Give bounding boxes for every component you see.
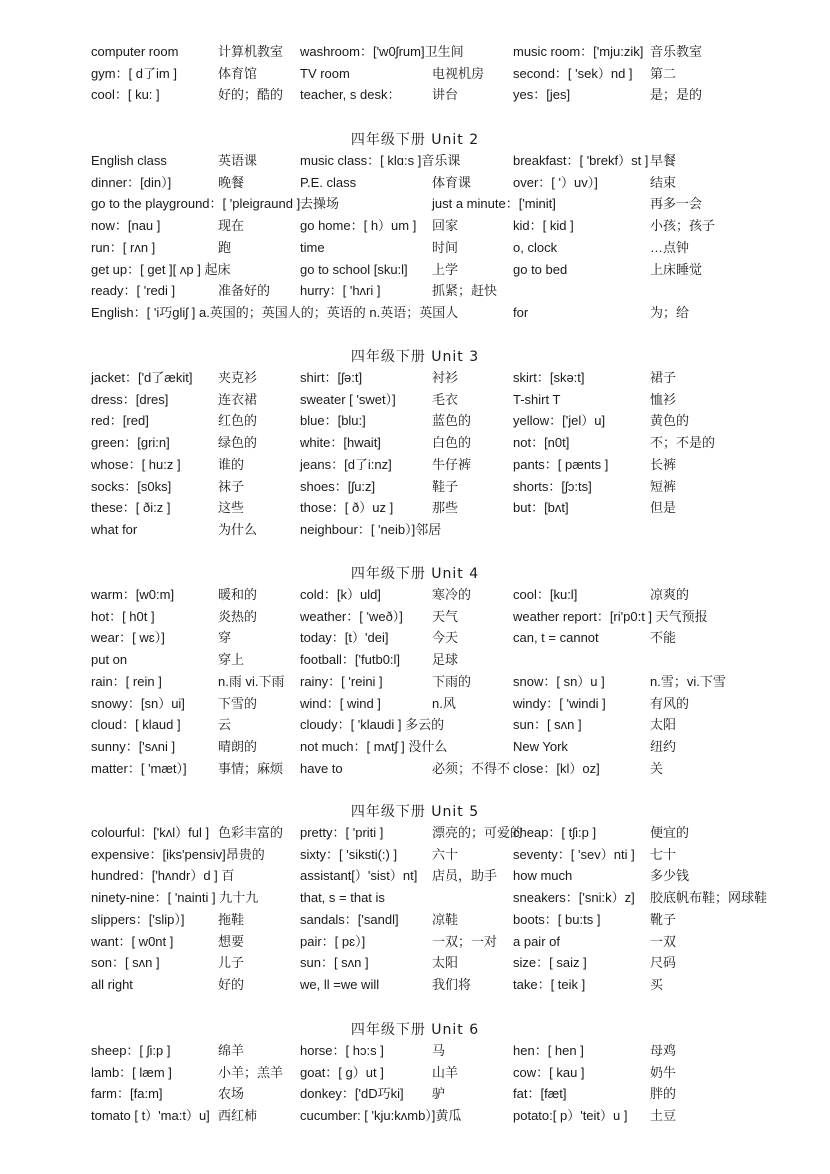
vocab-row (0, 585, 830, 605)
vocab-row (0, 455, 830, 475)
vocab-word: shirt：[ʃə:t] (300, 370, 363, 385)
vocab-meaning: 小孩；孩子 (650, 218, 716, 234)
vocab-word: New York (513, 738, 568, 754)
vocab-meaning: 抓紧；赶快 (432, 283, 498, 299)
vocab-word: music room：['mju:zik] (513, 44, 644, 59)
vocab-row (0, 823, 830, 843)
vocab-word: neighbour：[ 'neib）]邻居 (300, 521, 442, 537)
vocab-word: go to the playground：[ 'pleigraund ] (91, 196, 301, 212)
vocab-meaning: 靴子 (650, 911, 677, 927)
vocab-word: hundred：['hʌndr）d ] 百 (91, 868, 235, 884)
vocab-word: go home：[ h）um ] (300, 218, 417, 234)
vocab-row (0, 715, 830, 735)
vocab-word: horse：[ hɔ:s ] (300, 1043, 384, 1058)
vocab-word: weather report：[ri'p0:t ] 天气预报 (513, 608, 708, 624)
vocab-meaning: 一双；一对 (432, 933, 498, 949)
vocab-word: what for (91, 521, 138, 537)
vocab-word: rainy：[ 'reini ] (300, 673, 383, 689)
vocab-meaning: 便宜的 (650, 825, 690, 840)
vocab-word: but：[bʌt] (513, 500, 569, 516)
vocab-word: size：[ saiz ] (513, 955, 587, 971)
vocab-row (0, 910, 830, 930)
unit-heading: 四年级下册 Unit 2 (350, 132, 480, 148)
vocab-row (0, 64, 830, 84)
vocab-meaning: 凉爽的 (650, 587, 690, 602)
vocab-row (0, 607, 830, 627)
vocab-word: boots：[ bu:ts ] (513, 911, 601, 927)
vocab-meaning: 奶牛 (650, 1064, 677, 1080)
vocab-meaning: 跑 (218, 239, 232, 255)
vocab-meaning: 小羊；羔羊 (218, 1064, 284, 1080)
vocab-meaning: 连衣裙 (218, 391, 258, 407)
vocab-meaning: 纽约 (650, 738, 677, 754)
vocab-word: cheap：[ tʃi:p ] (513, 825, 597, 840)
vocab-row (0, 845, 830, 865)
vocab-word: weather：[ 'weð）] (300, 608, 403, 624)
vocab-row (0, 628, 830, 648)
vocab-word: breakfast：[ 'brekf）st ] (513, 153, 649, 168)
vocab-word: dinner：[din）] (91, 174, 172, 190)
vocab-word: all right (91, 976, 133, 992)
vocab-meaning: just a minute：['minit] (432, 196, 556, 212)
vocab-meaning: 再多一会 (650, 196, 703, 212)
vocab-meaning: 上学 (432, 261, 459, 277)
unit-heading: 四年级下册 Unit 6 (350, 1022, 480, 1038)
vocab-word: cold：[k）uld] (300, 587, 381, 602)
vocab-word: for (513, 304, 529, 320)
vocab-meaning: 音乐教室 (650, 44, 703, 59)
vocab-word: put on (91, 652, 128, 668)
vocab-meaning: 尺码 (650, 955, 677, 971)
vocab-word: football：['futb0:l] (300, 652, 401, 668)
vocab-row (0, 1106, 830, 1126)
vocab-row (0, 238, 830, 258)
vocab-meaning: 那些 (432, 500, 459, 516)
vocab-row (0, 477, 830, 497)
vocab-meaning: 有风的 (650, 695, 690, 711)
vocab-word: teacher, s desk： (300, 87, 401, 102)
vocab-meaning: 驴 (432, 1086, 446, 1102)
vocab-word: yes：[jes] (513, 87, 571, 102)
vocab-word: not much：[ mʌtʃ ] 没什么 (300, 738, 448, 754)
vocab-meaning: 晚餐 (218, 174, 245, 190)
vocab-row (0, 194, 830, 214)
vocab-row (0, 390, 830, 410)
vocab-word: go to school [sku:l] (300, 261, 408, 277)
vocab-word: sun：[ sʌn ] (300, 955, 369, 971)
vocab-meaning: 但是 (650, 500, 677, 516)
vocab-meaning: 衬衫 (432, 370, 459, 385)
vocab-word: TV room (300, 65, 350, 81)
vocab-word: shorts：[ʃɔ:ts] (513, 478, 592, 494)
vocab-word: expensive：[iks'pensiv]昂贵的 (91, 846, 265, 862)
vocab-word: whose：[ hu:z ] (91, 456, 181, 472)
vocab-word: jeans：[d了i:nz] (300, 456, 392, 472)
vocab-meaning: 为什么 (218, 521, 258, 537)
vocab-meaning: 山羊 (432, 1064, 459, 1080)
vocab-meaning: 炎热的 (218, 608, 258, 624)
vocab-word: sixty：[ 'siksti(:) ] (300, 846, 398, 862)
vocab-word: pants：[ pænts ] (513, 456, 609, 472)
unit-heading: 四年级下册 Unit 5 (350, 804, 480, 820)
vocab-word: pair：[ pɛ）] (300, 933, 366, 949)
vocab-row (0, 694, 830, 714)
vocab-word: cool：[ ku: ] (91, 87, 160, 102)
vocab-word: cloudy：[ 'klaudi ] 多云的 (300, 717, 445, 733)
vocab-meaning: 七十 (650, 846, 677, 862)
vocab-row (0, 1063, 830, 1083)
vocab-meaning: 太阳 (650, 717, 677, 733)
vocab-meaning: 红色的 (218, 413, 258, 429)
vocab-meaning: 这些 (218, 500, 245, 516)
vocab-meaning: 土豆 (650, 1108, 677, 1124)
vocab-word: washroom：['w0ʃrum]卫生间 (300, 44, 464, 59)
vocab-meaning: 讲台 (432, 87, 459, 102)
vocab-meaning: 回家 (432, 218, 459, 234)
vocab-meaning: 天气 (432, 608, 459, 624)
vocab-word: shoes：[ʃu:z] (300, 478, 376, 494)
vocab-word: wind：[ wind ] (300, 695, 381, 711)
vocab-word: seventy：[ 'sev）nti ] (513, 846, 635, 862)
vocab-word: sunny：['sʌni ] (91, 738, 176, 754)
vocab-word: we, ll =we will (300, 976, 380, 992)
vocab-meaning: 鞋子 (432, 478, 459, 494)
vocab-meaning: 毛衣 (432, 391, 459, 407)
vocab-word: green：[gri:n] (91, 435, 170, 451)
vocab-meaning: 一双 (650, 933, 677, 949)
vocab-word: English class (91, 153, 167, 168)
vocab-meaning: 牛仔裤 (432, 456, 472, 472)
unit-heading: 四年级下册 Unit 3 (350, 349, 480, 365)
vocab-word: sandals：['sandl] (300, 911, 399, 927)
vocab-word: yellow：['jel）u] (513, 413, 606, 429)
vocab-word: 去操场 (300, 196, 340, 212)
vocab-row (0, 216, 830, 236)
vocab-word: colourful：['kʌl）ful ] (91, 825, 210, 840)
vocab-word: snow：[ sn）u ] (513, 673, 605, 689)
vocab-meaning: 儿子 (218, 955, 245, 971)
vocab-word: snowy：[sn）ui] (91, 695, 185, 711)
vocab-word: rain：[ rein ] (91, 673, 162, 689)
vocab-word: blue：[blu:] (300, 413, 366, 429)
vocab-row (0, 932, 830, 952)
vocab-meaning: 袜子 (218, 478, 245, 494)
vocab-meaning: 第二 (650, 65, 677, 81)
vocab-meaning: 漂亮的；可爱的 (432, 825, 524, 840)
vocab-word: music class：[ klɑ:s ]音乐课 (300, 153, 461, 168)
vocab-word: sneakers：['sni:k）z] (513, 890, 635, 906)
vocab-meaning: 现在 (218, 218, 245, 234)
vocab-meaning: 晴朗的 (218, 738, 258, 754)
vocab-row (0, 737, 830, 757)
vocab-word: want：[ w0nt ] (91, 933, 174, 949)
vocab-meaning: 体育馆 (218, 65, 258, 81)
vocab-word: hot：[ h0t ] (91, 608, 155, 624)
vocab-meaning: 早餐 (650, 153, 677, 168)
vocab-word: sun：[ sʌn ] (513, 717, 582, 733)
vocab-word: o, clock (513, 239, 558, 255)
vocab-word: wear：[ wɛ）] (91, 630, 165, 646)
vocab-meaning: 黄色的 (650, 413, 690, 429)
vocab-meaning: 我们将 (432, 976, 472, 992)
vocab-word: warm：[w0:m] (91, 587, 175, 602)
vocab-row (0, 85, 830, 105)
vocab-word: get up：[ get ][ ʌp ] 起床 (91, 261, 231, 277)
vocab-meaning: 事情；麻烦 (218, 760, 284, 776)
vocab-word: tomato [ t）'ma:t）u] (91, 1108, 210, 1124)
vocab-word: fat：[fæt] (513, 1086, 567, 1102)
vocab-meaning: 夹克衫 (218, 370, 258, 385)
vocab-row (0, 1041, 830, 1061)
vocab-meaning: 拖鞋 (218, 911, 245, 927)
vocab-meaning: 白色的 (432, 435, 472, 451)
vocab-word: how much (513, 868, 573, 884)
vocab-meaning: 母鸡 (650, 1043, 677, 1058)
vocab-word: P.E. class (300, 174, 357, 190)
vocab-word: cow：[ kau ] (513, 1064, 585, 1080)
vocab-word: that, s = that is (300, 890, 385, 906)
vocab-word: red：[red] (91, 413, 149, 429)
vocab-meaning: 英语课 (218, 153, 258, 168)
vocab-word: gym：[ d了im ] (91, 65, 177, 81)
vocab-meaning: 想要 (218, 933, 245, 949)
vocab-row (0, 42, 830, 62)
vocab-row (0, 368, 830, 388)
vocab-word: time (300, 239, 325, 255)
vocab-meaning: 上床睡觉 (650, 261, 703, 277)
vocab-row (0, 260, 830, 280)
vocab-meaning: 下雨的 (432, 673, 472, 689)
vocab-meaning: 关 (650, 760, 664, 776)
vocab-row (0, 650, 830, 670)
vocab-row (0, 1084, 830, 1104)
vocab-row (0, 281, 830, 301)
vocab-word: son：[ sʌn ] (91, 955, 160, 971)
vocab-meaning: 穿 (218, 630, 232, 646)
vocab-row (0, 433, 830, 453)
vocab-meaning: 不能 (650, 630, 677, 646)
vocab-meaning: 寒冷的 (432, 587, 472, 602)
vocab-word: can, t = cannot (513, 630, 599, 646)
vocab-row (0, 173, 830, 193)
vocab-meaning: 结束 (650, 174, 677, 190)
vocab-word: cloud：[ klaud ] (91, 717, 181, 733)
vocab-meaning: 六十 (432, 846, 459, 862)
vocab-meaning: 蓝色的 (432, 413, 472, 429)
vocab-row (0, 866, 830, 886)
vocab-word: T-shirt T (513, 391, 561, 407)
vocab-meaning: 西红柿 (218, 1108, 258, 1124)
vocab-meaning: 云 (218, 717, 232, 733)
vocab-word: farm：[fa:m] (91, 1086, 163, 1102)
vocab-word: hen：[ hen ] (513, 1043, 584, 1058)
vocab-word: second：[ 'sek）nd ] (513, 65, 633, 81)
vocab-meaning: 胶底帆布鞋；网球鞋 (650, 890, 768, 906)
vocab-meaning: 短裤 (650, 478, 677, 494)
vocab-word: over：[ '）uv）] (513, 174, 598, 190)
vocab-meaning: n.风 (432, 695, 456, 711)
vocab-word: windy：[ 'windi ] (513, 695, 606, 711)
vocab-meaning: n.雨 vi.下雨 (218, 673, 285, 689)
vocab-word: have to (300, 760, 343, 776)
vocab-row (0, 303, 830, 323)
vocab-meaning: 胖的 (650, 1086, 677, 1102)
vocab-row (0, 520, 830, 540)
unit-heading: 四年级下册 Unit 4 (350, 566, 480, 582)
vocab-meaning: 凉鞋 (432, 911, 459, 927)
vocab-word: matter：[ 'mæt）] (91, 760, 187, 776)
vocab-meaning: 谁的 (218, 456, 245, 472)
vocab-meaning: 色彩丰富的 (218, 825, 284, 840)
vocab-meaning: 计算机教室 (218, 44, 284, 59)
vocab-word: assistant[）'sist）nt] (300, 868, 418, 884)
vocab-word: potato:[ p）'teit）u ] (513, 1108, 628, 1124)
vocab-word: hurry：[ 'hʌri ] (300, 283, 381, 299)
vocab-row (0, 151, 830, 171)
vocab-word: goat：[ g）ut ] (300, 1064, 384, 1080)
vocab-meaning: 是；是的 (650, 87, 703, 102)
vocab-meaning: 时间 (432, 239, 459, 255)
vocab-word: dress：[dres] (91, 391, 169, 407)
vocab-word: English：[ 'i巧gliʃ ] a.英国的；英国人的；英语的 n.英语；英国人 (91, 304, 459, 320)
vocab-row (0, 672, 830, 692)
vocab-word: jacket：['d了ækit] (91, 370, 193, 385)
vocab-word: donkey：['dD巧ki] (300, 1086, 404, 1102)
vocab-word: go to bed (513, 261, 568, 277)
vocab-meaning: 农场 (218, 1086, 245, 1102)
vocab-word: skirt：[skə:t] (513, 370, 585, 385)
vocab-meaning: 今天 (432, 630, 459, 646)
vocab-word: cucumber: [ 'kju:kʌmb）]黄瓜 (300, 1108, 462, 1124)
vocab-meaning: 暖和的 (218, 587, 258, 602)
vocab-word: a pair of (513, 933, 560, 949)
vocab-meaning: 准备好的 (218, 283, 271, 299)
vocab-word: cool：[ku:l] (513, 587, 578, 602)
vocab-meaning: 穿上 (218, 652, 245, 668)
vocab-meaning: 必须；不得不 (432, 760, 511, 776)
vocab-row (0, 975, 830, 995)
vocab-meaning: 裙子 (650, 370, 677, 385)
vocab-meaning: 太阳 (432, 955, 459, 971)
vocab-word: run：[ rʌn ] (91, 239, 156, 255)
vocab-word: today：[t）'dei] (300, 630, 389, 646)
vocab-meaning: …点钟 (650, 239, 690, 255)
vocab-word: lamb：[ læm ] (91, 1064, 172, 1080)
vocab-word: kid：[ kid ] (513, 218, 574, 234)
vocab-meaning: 不；不是的 (650, 435, 716, 451)
vocab-word: now：[nau ] (91, 218, 161, 234)
vocab-meaning: n.雪；vi.下雪 (650, 673, 726, 689)
vocab-meaning: 下雪的 (218, 695, 258, 711)
vocab-meaning: 多少钱 (650, 868, 690, 884)
vocab-meaning: 长裤 (650, 456, 677, 472)
vocab-meaning: 买 (650, 976, 664, 992)
vocab-word: not：[n0t] (513, 435, 570, 451)
vocab-meaning: 马 (432, 1043, 446, 1058)
vocab-meaning: 好的；酷的 (218, 87, 284, 102)
vocab-word: sweater [ 'swet）] (300, 391, 396, 407)
vocab-word: slippers：['slip）] (91, 911, 185, 927)
vocab-word: white：[hwait] (300, 435, 381, 451)
vocab-row (0, 498, 830, 518)
vocab-word: close：[kl）oz] (513, 760, 600, 776)
vocab-word: computer room (91, 44, 179, 59)
vocab-meaning: 绿色的 (218, 435, 258, 451)
vocab-row (0, 953, 830, 973)
vocab-word: pretty：[ 'priti ] (300, 825, 384, 840)
vocab-word: ready：[ 'redi ] (91, 283, 176, 299)
vocab-word: these：[ ði:z ] (91, 500, 171, 516)
vocab-row (0, 411, 830, 431)
vocab-meaning: 恤衫 (650, 391, 677, 407)
vocab-word: those：[ ð）uz ] (300, 500, 394, 516)
vocab-word: ninety-nine：[ 'nainti ] 九十九 (91, 890, 259, 906)
vocab-meaning: 电视机房 (432, 65, 485, 81)
vocab-meaning: 足球 (432, 652, 459, 668)
vocab-word: socks：[s0ks] (91, 478, 172, 494)
vocab-row (0, 888, 830, 908)
vocab-meaning: 好的 (218, 976, 245, 992)
vocab-row (0, 759, 830, 779)
vocab-meaning: 体育课 (432, 174, 472, 190)
vocab-meaning: 为；给 (650, 304, 690, 320)
vocab-meaning: 店员，助手 (432, 868, 498, 884)
vocab-word: sheep：[ ʃi:p ] (91, 1043, 171, 1058)
vocab-word: take：[ teik ] (513, 976, 586, 992)
vocab-meaning: 绵羊 (218, 1043, 245, 1058)
